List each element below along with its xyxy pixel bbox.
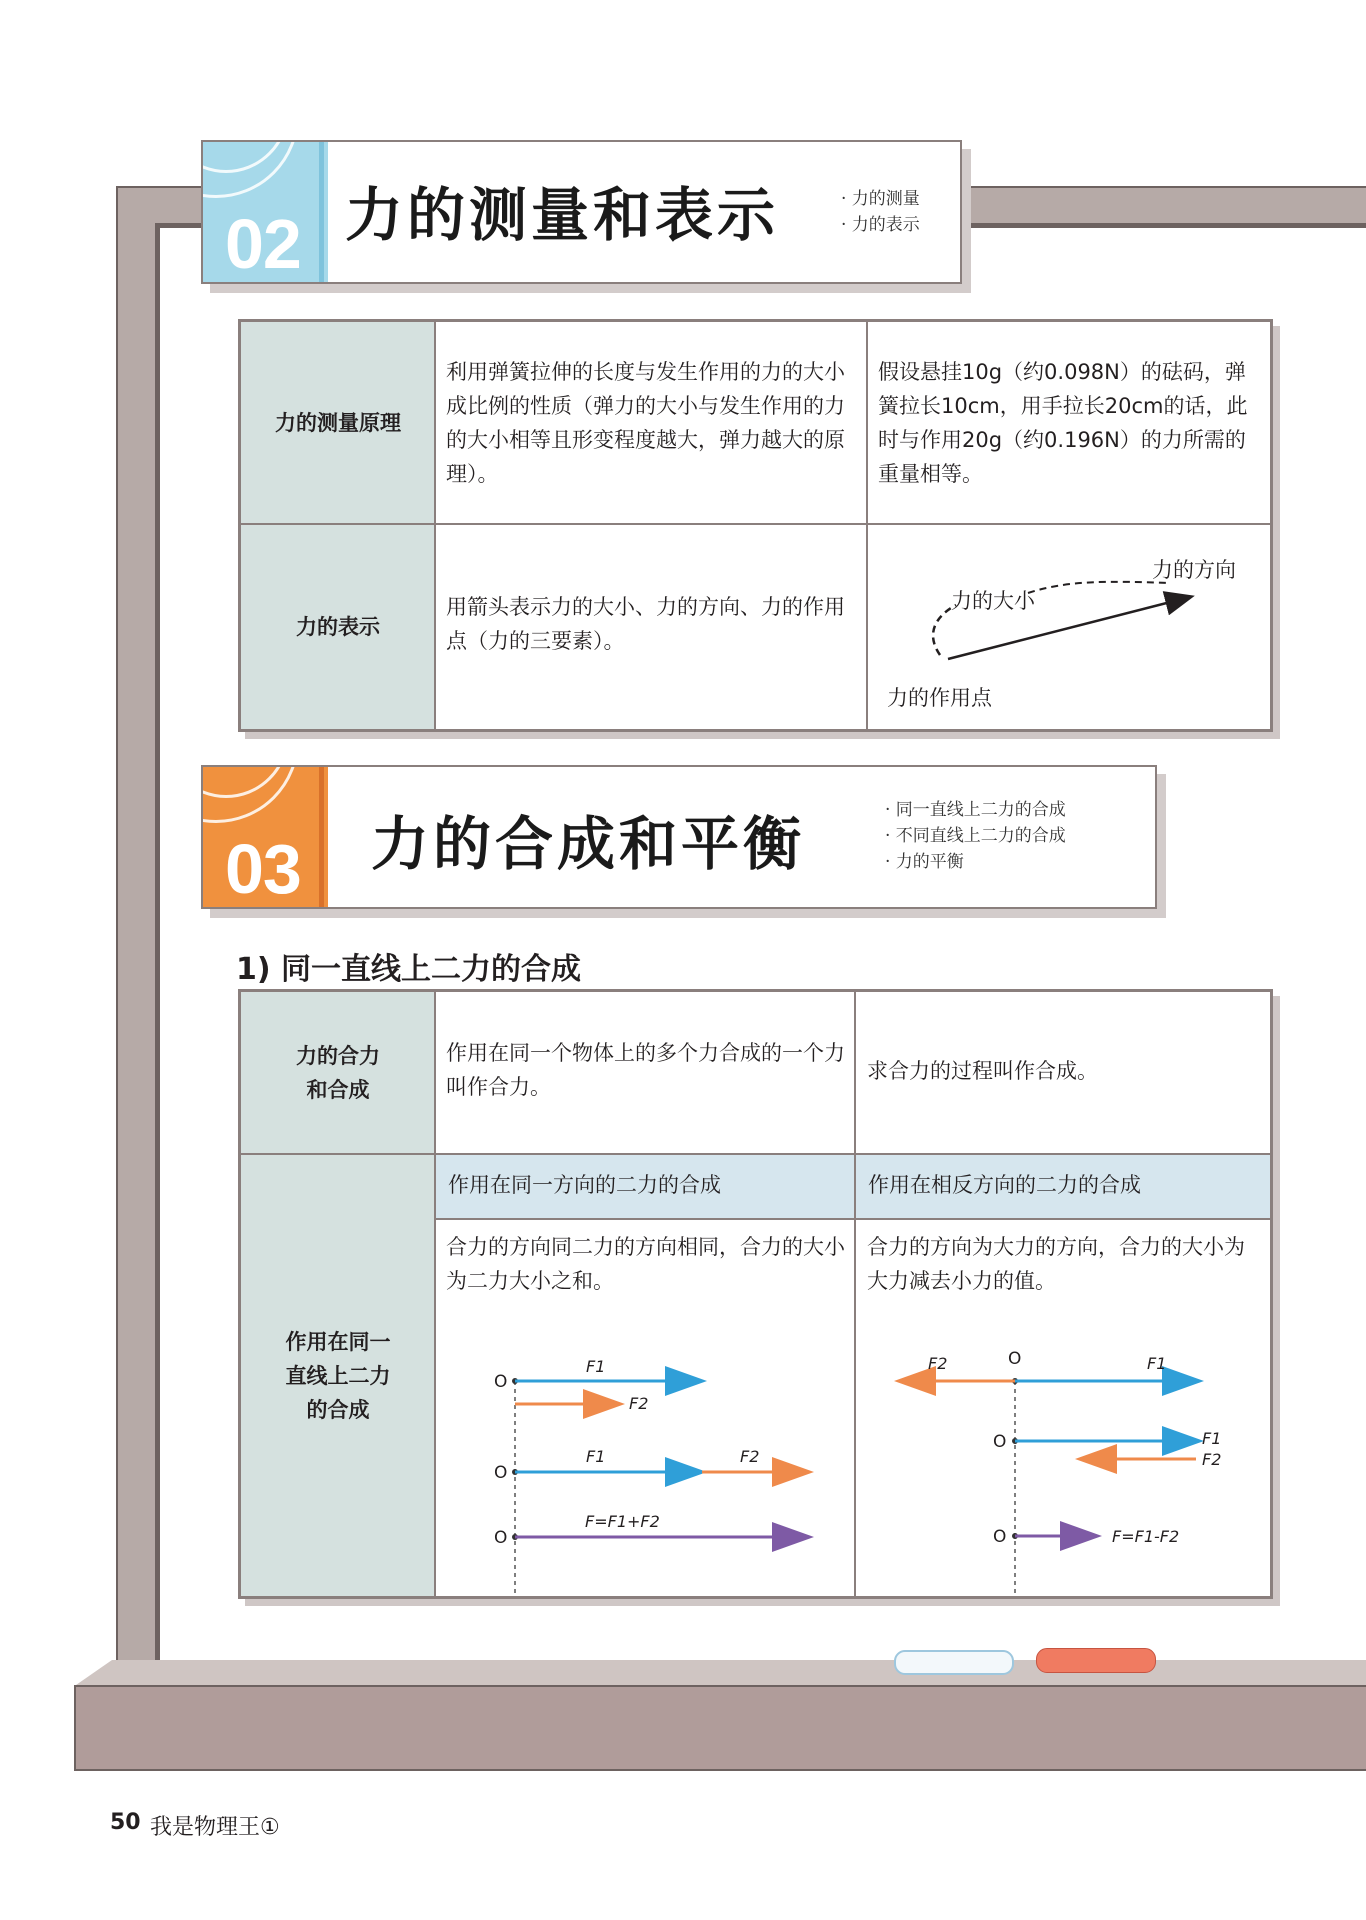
origin-label: O: [494, 1463, 508, 1483]
f2-label: F2: [1202, 1450, 1222, 1469]
force-composition-table: [238, 989, 1273, 1599]
section-number-tab: [203, 767, 328, 907]
origin-label: O: [993, 1527, 1007, 1547]
subheader-opposite-direction: 作用在相反方向的二力的合成: [856, 1155, 1270, 1218]
point-of-action-label: 力的作用点: [887, 686, 992, 710]
chalk-ledge-front: [74, 1685, 1366, 1771]
subheader-same-direction: 作用在同一方向的二力的合成: [436, 1155, 855, 1218]
f1-label: F1: [586, 1357, 606, 1376]
force-measurement-table: [238, 319, 1273, 732]
row-header-same-line: 作用在同一 直线上二力 的合成: [241, 1155, 435, 1596]
force-arrow-diagram: [868, 525, 1268, 729]
white-chalk: [894, 1650, 1014, 1675]
f2-label: F2: [740, 1447, 760, 1466]
subtopic-item: · 力的表示: [841, 215, 920, 235]
book-title: 我是物理王①: [150, 1815, 280, 1840]
chalk-ledge-top: [76, 1660, 1366, 1685]
row-header-resultant: 力的合力 和合成: [241, 992, 435, 1153]
subtopic-item: · 力的平衡: [885, 852, 964, 872]
section-title: 力的合成和平衡: [371, 810, 806, 878]
measurement-principle-text: 利用弹簧拉伸的长度与发生作用的力的大小成比例的性质（弹力的大小与发生作用的力的大小相等且形变程度越大，弹力越大的原理）。: [446, 360, 845, 486]
composition-definition-text: 求合力的过程叫作合成。: [867, 1059, 1098, 1083]
direction-label: 力的方向: [1152, 558, 1236, 582]
representation-text: 用箭头表示力的大小、力的方向、力的作用点（力的三要素）。: [446, 595, 845, 653]
row-header-representation: 力的表示: [241, 525, 435, 729]
page-number: 50: [110, 1810, 141, 1835]
f2-label: F2: [928, 1354, 948, 1373]
subtopic-item: · 同一直线上二力的合成: [885, 800, 1066, 820]
opposite-direction-diagram: [856, 1327, 1270, 1595]
origin-label: O: [1008, 1349, 1022, 1369]
origin-label: O: [494, 1528, 508, 1548]
subsection-title: 1) 同一直线上二力的合成: [236, 952, 582, 987]
section-number: 03: [225, 830, 301, 907]
subtopic-item: · 力的测量: [841, 189, 920, 209]
same-direction-text: 合力的方向同二力的方向相同，合力的大小为二力大小之和。: [446, 1235, 845, 1293]
section-subtopics: [885, 797, 1066, 875]
subtopic-item: · 不同直线上二力的合成: [885, 826, 1066, 846]
section-subtopics: [841, 186, 920, 238]
section-title: 力的测量和表示: [345, 181, 780, 249]
resultant-definition-text: 作用在同一个物体上的多个力合成的一个力叫作合力。: [446, 1041, 845, 1099]
red-chalk: [1036, 1648, 1156, 1673]
f1-label: F1: [1147, 1354, 1167, 1373]
same-direction-diagram: [436, 1327, 854, 1595]
f1-label: F1: [586, 1447, 606, 1466]
row-header-measurement: 力的测量原理: [241, 322, 435, 523]
resultant-label: F=F1-F2: [1112, 1527, 1180, 1546]
magnitude-label: 力的大小: [951, 589, 1035, 613]
origin-label: O: [993, 1432, 1007, 1452]
section-header-03: [201, 765, 1157, 909]
section-number-tab: [203, 142, 328, 282]
measurement-example-text: 假设悬挂10g（约0.098N）的砝码，弹簧拉长10cm，用手拉长20cm的话，此时与作用20g（约0.196N）的力所需的重量相等。: [878, 360, 1248, 486]
opposite-direction-text: 合力的方向为大力的方向，合力的大小为大力减去小力的值。: [867, 1235, 1245, 1293]
origin-label: O: [494, 1372, 508, 1392]
f1-label: F1: [1202, 1429, 1222, 1448]
resultant-label: F=F1+F2: [585, 1512, 660, 1531]
section-header-02: [201, 140, 962, 284]
section-number: 02: [225, 205, 301, 282]
f2-label: F2: [629, 1394, 649, 1413]
